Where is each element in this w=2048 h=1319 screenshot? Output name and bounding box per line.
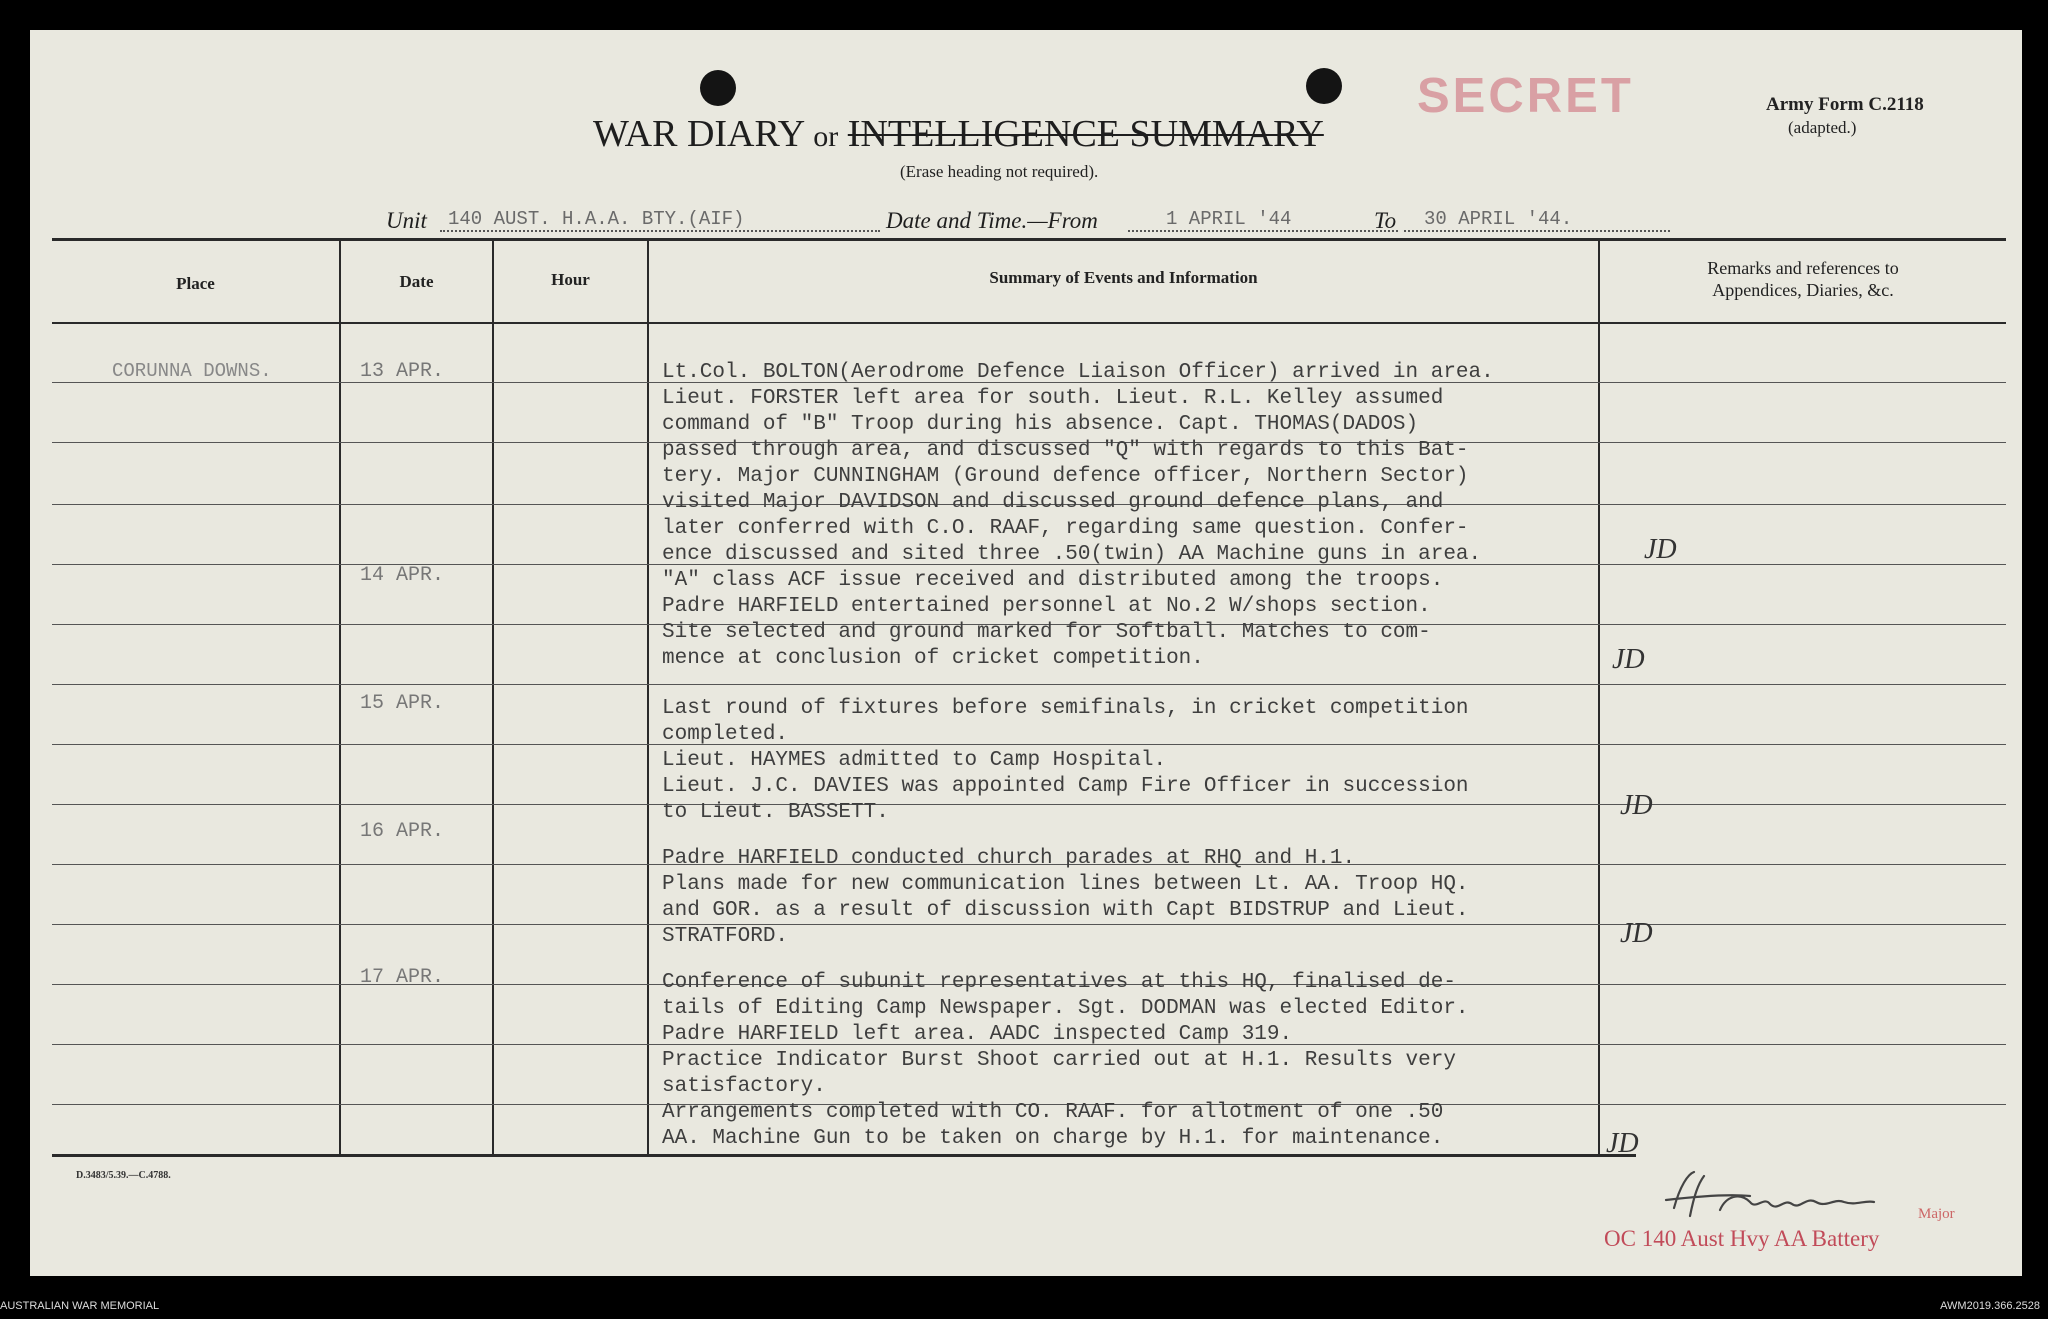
date-cell-14: 14 APR. xyxy=(360,564,445,587)
ruled-line xyxy=(52,684,2006,685)
ruled-line xyxy=(52,804,2006,805)
secret-stamp: SECRET xyxy=(1417,69,1634,123)
title-struck: INTELLIGENCE SUMMARY xyxy=(847,113,1324,155)
summary-line: Padre HARFIELD conducted church parades at RHQ and H.1. xyxy=(662,847,1356,870)
summary-line: Plans made for new communication lines between Lt. AA. Troop HQ. xyxy=(662,873,1469,896)
ruled-line xyxy=(52,744,2006,745)
col-header-date: Date xyxy=(399,272,434,291)
col-divider-place xyxy=(339,240,341,1156)
from-dotted-line xyxy=(1128,230,1398,232)
summary-line: tails of Editing Camp Newspaper. Sgt. DODMAN was elected Editor. xyxy=(662,997,1469,1020)
summary-line: STRATFORD. xyxy=(662,925,789,948)
to-dotted-line xyxy=(1404,230,1670,232)
date-cell-17: 17 APR. xyxy=(360,966,445,989)
punch-hole-right xyxy=(1306,68,1342,104)
footer-archive-id: AWM2019.366.2528 xyxy=(1940,1300,2040,1312)
footer-archive-name: AUSTRALIAN WAR MEMORIAL xyxy=(0,1300,160,1312)
place-cell: CORUNNA DOWNS. xyxy=(112,360,272,382)
summary-line: Conference of subunit representatives at this HQ, finalised de- xyxy=(662,971,1456,994)
summary-line: visited Major DAVIDSON and discussed ground defence plans, and xyxy=(662,491,1444,514)
summary-line: Last round of fixtures before semifinals, in cricket competition xyxy=(662,697,1469,720)
summary-line: Lieut. FORSTER left area for south. Lieut. R.L. Kelley assumed xyxy=(662,387,1444,410)
col-header-summary: Summary of Events and Information xyxy=(989,268,1258,287)
summary-line: Lieut. HAYMES admitted to Camp Hospital. xyxy=(662,749,1167,772)
header-bottom-border xyxy=(52,322,2006,324)
title-main: WAR DIARY xyxy=(593,113,804,155)
remarks-initials: JD xyxy=(1620,918,1653,949)
summary-line: Lieut. J.C. DAVIES was appointed Camp Fire Officer in succession xyxy=(662,775,1469,798)
table-top-border xyxy=(52,238,2006,241)
summary-line: Padre HARFIELD left area. AADC inspected Camp 319. xyxy=(662,1023,1293,1046)
army-form-label: Army Form C.2118 xyxy=(1766,94,1924,115)
date-cell-15: 15 APR. xyxy=(360,692,445,715)
remarks-initials: JD xyxy=(1644,534,1677,565)
from-value: 1 APRIL '44 xyxy=(1166,208,1292,230)
summary-line: Padre HARFIELD entertained personnel at No.2 W/shops section. xyxy=(662,595,1431,618)
form-number: D.3483/5.39.—C.4788. xyxy=(76,1170,171,1181)
summary-line: Site selected and ground marked for Softball. Matches to com- xyxy=(662,621,1431,644)
col-divider-summary xyxy=(1598,240,1600,1156)
date-cell-13: 13 APR. xyxy=(360,360,445,383)
date-time-label: Date and Time.—From xyxy=(886,208,1098,233)
signature-image xyxy=(1660,1166,1920,1226)
summary-line: passed through area, and discussed "Q" with regards to this Bat- xyxy=(662,439,1469,462)
summary-line: to Lieut. BASSETT. xyxy=(662,801,889,824)
to-value: 30 APRIL '44. xyxy=(1424,208,1573,230)
unit-value: 140 AUST. H.A.A. BTY.(AIF) xyxy=(448,208,745,230)
col-header-hour: Hour xyxy=(551,270,590,289)
summary-line: later conferred with C.O. RAAF, regarding same question. Confer- xyxy=(662,517,1469,540)
summary-line: mence at conclusion of cricket competition. xyxy=(662,647,1204,670)
signature-rank: Major xyxy=(1918,1206,1955,1222)
summary-line: Lt.Col. BOLTON(Aerodrome Defence Liaison Officer) arrived in area. xyxy=(662,361,1494,384)
summary-line: and GOR. as a result of discussion with Capt BIDSTRUP and Lieut. xyxy=(662,899,1469,922)
adapted-label: (adapted.) xyxy=(1788,118,1857,137)
title-or: or xyxy=(813,120,839,153)
erase-note: (Erase heading not required). xyxy=(900,162,1099,181)
table-bottom-border xyxy=(52,1154,1636,1157)
col-divider-date xyxy=(492,240,494,1156)
page-title xyxy=(593,112,1324,156)
col-header-remarks-line1: Remarks and references to xyxy=(1707,258,1899,278)
col-header-place: Place xyxy=(176,274,215,293)
punch-hole-left xyxy=(700,70,736,106)
summary-line: tery. Major CUNNINGHAM (Ground defence officer, Northern Sector) xyxy=(662,465,1469,488)
summary-line: command of "B" Troop during his absence. Capt. THOMAS(DADOS) xyxy=(662,413,1419,436)
summary-line: ence discussed and sited three .50(twin) AA Machine guns in area. xyxy=(662,543,1482,566)
ruled-line xyxy=(52,924,2006,925)
remarks-initials: JD xyxy=(1620,790,1653,821)
summary-line: "A" class ACF issue received and distributed among the troops. xyxy=(662,569,1444,592)
summary-line: satisfactory. xyxy=(662,1075,826,1098)
unit-dotted-line xyxy=(440,230,880,232)
remarks-initials: JD xyxy=(1612,644,1645,675)
diary-page xyxy=(30,30,2022,1276)
remarks-initials: JD xyxy=(1606,1128,1639,1159)
oc-stamp: OC 140 Aust Hvy AA Battery xyxy=(1604,1226,1880,1251)
col-header-remarks-line2: Appendices, Diaries, &c. xyxy=(1712,280,1894,300)
summary-line: AA. Machine Gun to be taken on charge by H.1. for maintenance. xyxy=(662,1127,1444,1150)
to-label: To xyxy=(1374,208,1397,233)
summary-line: Practice Indicator Burst Shoot carried out at H.1. Results very xyxy=(662,1049,1456,1072)
summary-line: Arrangements completed with CO. RAAF. for allotment of one .50 xyxy=(662,1101,1444,1124)
col-divider-hour xyxy=(647,240,649,1156)
summary-line: completed. xyxy=(662,723,789,746)
unit-label: Unit xyxy=(386,208,427,233)
date-cell-16: 16 APR. xyxy=(360,820,445,843)
